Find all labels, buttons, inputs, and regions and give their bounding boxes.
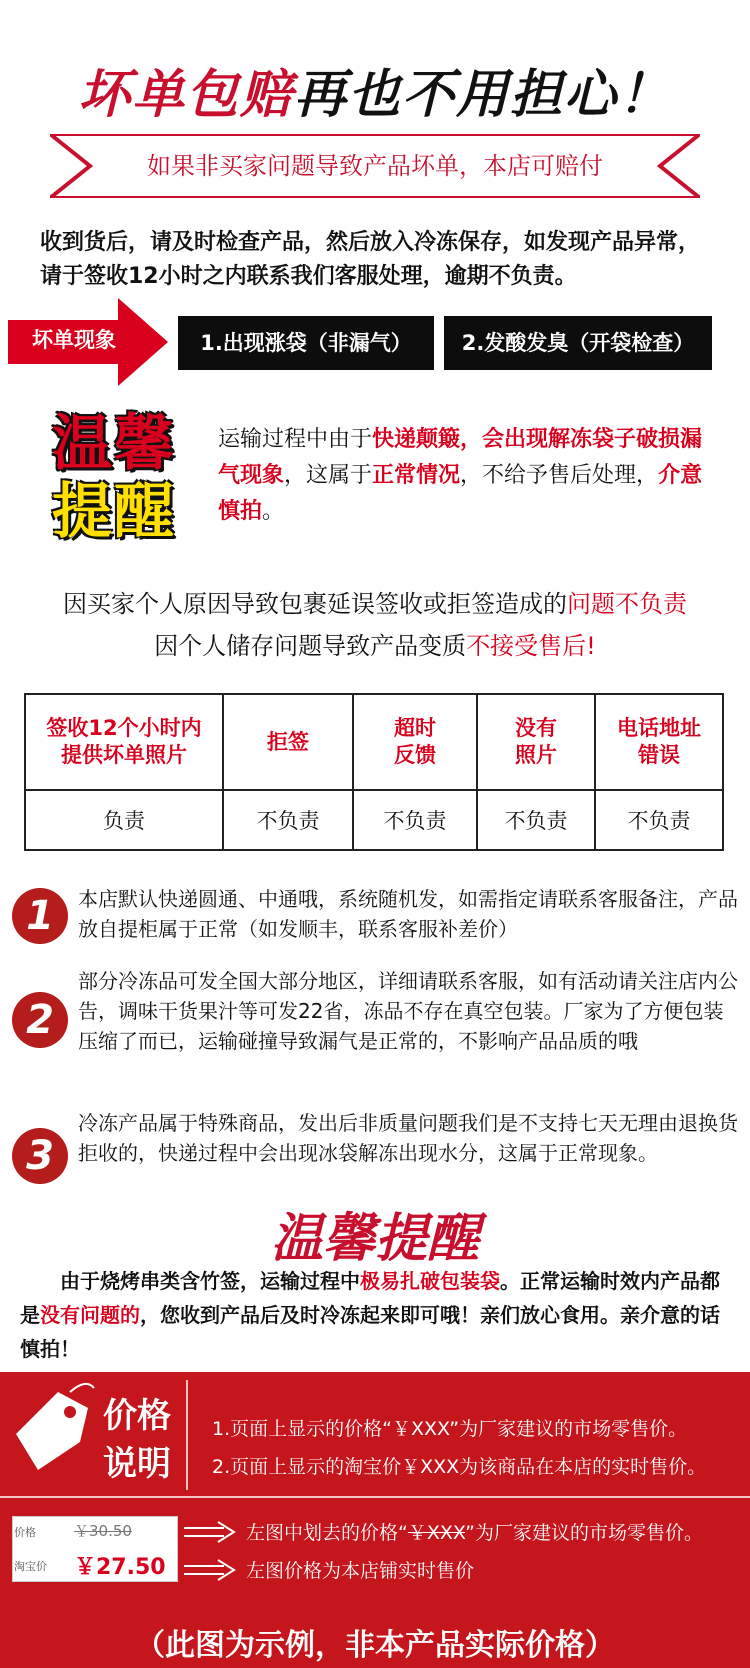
table-header-row bbox=[25, 694, 723, 790]
tip-seg: 。 bbox=[262, 499, 285, 524]
headline-black: 再也不用担心！ bbox=[294, 65, 673, 125]
number-badge-3: 3 bbox=[12, 1128, 68, 1184]
tip-logo-line1: 温馨 bbox=[52, 409, 176, 479]
notice-2 bbox=[0, 626, 750, 661]
warm-tip-logo bbox=[44, 410, 184, 546]
compare-note-2: 左图价格为本店铺实时售价 bbox=[246, 1560, 475, 1582]
tip-highlight: 正常情况 bbox=[372, 463, 461, 488]
double-arrow-icon bbox=[184, 1520, 236, 1544]
table-header: 拒签 bbox=[223, 694, 353, 790]
example-disclaimer: （此图为示例，非本产品实际价格） bbox=[135, 1628, 615, 1663]
note-item-1: 本店默认快递圆通、中通哦，系统随机发，如需指定请联系客服备注，产品放自提柜属于正常（如发顺丰，联系客服补差价） bbox=[78, 887, 738, 941]
panel-divider bbox=[186, 1380, 188, 1490]
notice-1-text: 因买家个人原因导致包裹延误签收或拒签造成的 bbox=[63, 590, 567, 618]
price-tag-icon bbox=[8, 1378, 100, 1478]
number-badge-2: 2 bbox=[12, 992, 68, 1048]
warm-tip-text bbox=[218, 422, 718, 530]
table-cell: 负责 bbox=[25, 790, 223, 850]
tip-seg: 运输过程中由于 bbox=[218, 427, 373, 452]
tip-highlight: 快递颠簸，会出现解冻袋子破损漏气现象 bbox=[218, 427, 703, 488]
sample-strike-price: ￥30.50 bbox=[74, 1522, 132, 1540]
panel-separator bbox=[0, 1496, 750, 1498]
notice-1-highlight: 问题不负责 bbox=[567, 590, 687, 618]
tip-logo-line2: 提醒 bbox=[52, 477, 176, 547]
price-title-line2: 说明 bbox=[103, 1444, 171, 1484]
tip-seg: ，不给予售后处理， bbox=[460, 463, 659, 488]
sample-taobao-price: ￥27.50 bbox=[74, 1555, 166, 1580]
number-badge-1: 1 bbox=[12, 888, 68, 944]
ribbon-text: 如果非买家问题导致产品坏单，本店可赔付 bbox=[147, 152, 603, 180]
phenomenon-1: 1.出现涨袋（非漏气） bbox=[178, 316, 434, 370]
bbq-seg: ，您收到产品后及时冷冻起来即可哦！亲们放心食用。亲介意的话慎拍！ bbox=[20, 1303, 720, 1361]
tip-seg: ，这属于 bbox=[284, 463, 373, 488]
responsibility-table bbox=[24, 693, 724, 851]
compare-strike: ￥XXX bbox=[407, 1522, 466, 1544]
bbq-seg: 。正常运输时效内产品都是 bbox=[20, 1269, 720, 1327]
bbq-highlight: 没有问题的 bbox=[40, 1303, 140, 1327]
price-title-line1: 价格 bbox=[103, 1396, 171, 1436]
note-item-3: 冷冻产品属于特殊商品，发出后非质量问题我们是不支持七天无理由退换货拒收的，快递过程中会出现冰袋解冻出现水分，这属于正常现象。 bbox=[78, 1111, 738, 1165]
phenomena-label: 坏单现象 bbox=[32, 328, 116, 352]
sample-label-price: 价格 bbox=[14, 1526, 36, 1539]
price-explain-1: 1.页面上显示的价格“￥XXX”为厂家建议的市场零售价。 bbox=[212, 1418, 688, 1440]
bbq-highlight: 极易扎破包装袋 bbox=[360, 1269, 500, 1293]
table-cell: 不负责 bbox=[595, 790, 723, 850]
compare-note-1 bbox=[246, 1518, 746, 1548]
table-row bbox=[25, 790, 723, 850]
table-header: 超时 反馈 bbox=[353, 694, 477, 790]
price-explain-2: 2.页面上显示的淘宝价￥XXX为该商品在本店的实时售价。 bbox=[212, 1456, 707, 1478]
compare-seg: ”为厂家建议的市场零售价。 bbox=[465, 1522, 703, 1544]
warm-tip-title: 温馨提醒 bbox=[270, 1209, 479, 1269]
table-cell: 不负责 bbox=[353, 790, 477, 850]
phenomenon-2: 2.发酸发臭（开袋检查） bbox=[444, 316, 712, 370]
double-arrow-icon bbox=[184, 1558, 236, 1582]
notice-2-text: 因个人储存问题导致产品变质 bbox=[154, 632, 467, 660]
table-header: 签收12个小时内 提供坏单照片 bbox=[25, 694, 223, 790]
headline-red: 坏单包赔 bbox=[77, 65, 294, 125]
compare-seg: 左图中划去的价格“ bbox=[246, 1522, 408, 1544]
note-item-2: 部分冷冻品可发全国大部分地区，详细请联系客服，如有活动请关注店内公告，调味干货果汁等可发22省，冻品不存在真空包装。厂家为了方便包装压缩了而已，运输碰撞导致漏气是正常的，不影响产品品质的哦 bbox=[78, 969, 738, 1053]
notice-1 bbox=[0, 584, 750, 619]
table-header: 没有 照片 bbox=[477, 694, 595, 790]
intro-text: 收到货后，请及时检查产品，然后放入冷冻保存，如发现产品异常，请于签收12小时之内联系我们客服处理，逾期不负责。 bbox=[40, 230, 701, 289]
price-title bbox=[92, 1392, 182, 1488]
table-header: 电话地址 错误 bbox=[595, 694, 723, 790]
headline bbox=[0, 52, 750, 127]
bbq-notice bbox=[20, 1264, 735, 1366]
table-cell: 不负责 bbox=[223, 790, 353, 850]
notice-2-highlight: 不接受售后! bbox=[466, 632, 596, 660]
bbq-seg: 由于烧烤串类含竹签，运输过程中 bbox=[60, 1269, 360, 1293]
table-cell: 不负责 bbox=[477, 790, 595, 850]
sample-label-taobao: 淘宝价 bbox=[14, 1560, 47, 1573]
tip-highlight: 介意慎拍 bbox=[218, 463, 703, 524]
